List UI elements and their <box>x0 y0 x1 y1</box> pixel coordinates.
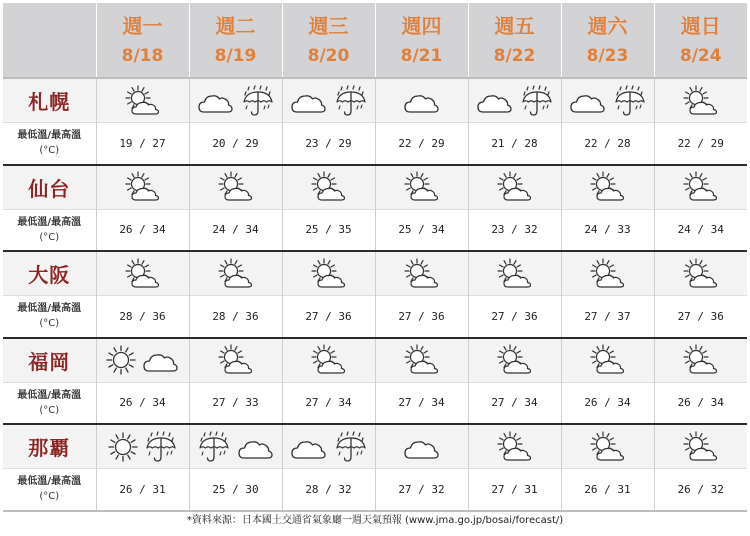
day-date: 8/19 <box>214 46 257 66</box>
weather-cell <box>189 165 282 210</box>
temperature-cell: 27 / 36 <box>654 296 747 338</box>
city-name: 札幌 <box>3 78 96 123</box>
partly-cloudy-icon <box>309 171 349 203</box>
partly-cloudy-icon <box>681 85 721 117</box>
day-header-row <box>3 3 747 78</box>
day-name: 週一 <box>122 14 163 38</box>
day-name: 週五 <box>494 14 535 38</box>
sun-icon <box>105 344 137 376</box>
weather-cell <box>189 338 282 383</box>
weather-cell <box>189 251 282 296</box>
weather-cell <box>654 251 747 296</box>
umbrella-icon <box>196 430 232 464</box>
temperature-unit: (°C) <box>39 404 60 416</box>
temperature-label <box>3 209 96 251</box>
cloud-icon <box>141 344 181 376</box>
temperature-label <box>3 296 96 338</box>
umbrella-icon <box>612 84 648 118</box>
temperature-cell: 28 / 36 <box>189 296 282 338</box>
temperature-label <box>3 469 96 511</box>
temperature-unit: (°C) <box>39 491 60 503</box>
cloud-icon <box>475 85 515 117</box>
cloud-icon <box>402 85 442 117</box>
temperature-row <box>3 469 747 511</box>
day-header <box>654 3 747 78</box>
weather-row <box>3 338 747 383</box>
weather-cell <box>654 78 747 123</box>
temperature-unit: (°C) <box>39 145 60 157</box>
umbrella-icon <box>143 430 179 464</box>
umbrella-icon <box>240 84 276 118</box>
temperature-cell: 27 / 34 <box>468 382 561 424</box>
partly-cloudy-icon <box>681 344 721 376</box>
weather-cell <box>561 78 654 123</box>
weather-cell <box>375 251 468 296</box>
day-header <box>282 3 375 78</box>
day-header <box>375 3 468 78</box>
temperature-cell: 25 / 34 <box>375 209 468 251</box>
day-name: 週六 <box>587 14 628 38</box>
day-name: 週二 <box>215 14 256 38</box>
partly-cloudy-icon <box>309 258 349 290</box>
temperature-label <box>3 382 96 424</box>
temperature-cell: 26 / 34 <box>654 382 747 424</box>
temperature-cell: 27 / 36 <box>282 296 375 338</box>
day-name: 週日 <box>680 14 721 38</box>
weather-row <box>3 78 747 123</box>
temperature-row <box>3 123 747 165</box>
partly-cloudy-icon <box>216 258 256 290</box>
weather-cell <box>561 165 654 210</box>
temperature-cell: 27 / 32 <box>375 469 468 511</box>
day-date: 8/22 <box>493 46 536 66</box>
partly-cloudy-icon <box>216 344 256 376</box>
partly-cloudy-icon <box>588 258 628 290</box>
temperature-row <box>3 209 747 251</box>
day-name: 週四 <box>401 14 442 38</box>
temperature-cell: 26 / 34 <box>561 382 654 424</box>
temperature-cell: 27 / 31 <box>468 469 561 511</box>
temperature-cell: 27 / 37 <box>561 296 654 338</box>
weather-cell <box>96 165 189 210</box>
day-date: 8/21 <box>400 46 443 66</box>
weather-cell <box>654 424 747 469</box>
temperature-cell: 19 / 27 <box>96 123 189 165</box>
temperature-cell: 21 / 28 <box>468 123 561 165</box>
partly-cloudy-icon <box>123 258 163 290</box>
partly-cloudy-icon <box>495 171 535 203</box>
umbrella-icon <box>519 84 555 118</box>
temperature-cell: 22 / 29 <box>375 123 468 165</box>
cloud-icon <box>289 85 329 117</box>
weather-cell <box>375 165 468 210</box>
weather-cell <box>654 338 747 383</box>
sun-icon <box>107 431 139 463</box>
cloud-icon <box>568 85 608 117</box>
source-footnote: *資料來源：日本國土交通省氣象廳一週天氣預報 (www.jma.go.jp/bosai/forecast/) <box>186 515 564 526</box>
weather-cell <box>282 78 375 123</box>
partly-cloudy-icon <box>681 258 721 290</box>
temperature-unit: (°C) <box>39 318 60 330</box>
weather-cell <box>282 165 375 210</box>
weather-cell <box>375 338 468 383</box>
partly-cloudy-icon <box>123 171 163 203</box>
weather-cell <box>468 251 561 296</box>
temperature-cell: 25 / 30 <box>189 469 282 511</box>
day-header <box>189 3 282 78</box>
temperature-cell: 27 / 36 <box>375 296 468 338</box>
weather-cell <box>282 424 375 469</box>
weekly-forecast-table <box>3 3 747 512</box>
temperature-unit: (°C) <box>39 231 60 243</box>
partly-cloudy-icon <box>402 258 442 290</box>
day-header <box>561 3 654 78</box>
temperature-cell: 26 / 31 <box>561 469 654 511</box>
weather-cell <box>96 338 189 383</box>
partly-cloudy-icon <box>681 431 721 463</box>
weather-cell <box>468 78 561 123</box>
temperature-label <box>3 123 96 165</box>
temperature-cell: 22 / 28 <box>561 123 654 165</box>
cloud-icon <box>196 85 236 117</box>
temperature-cell: 27 / 36 <box>468 296 561 338</box>
partly-cloudy-icon <box>123 85 163 117</box>
temperature-label-text: 最低溫/最高溫 <box>17 303 82 315</box>
partly-cloudy-icon <box>402 344 442 376</box>
weather-cell <box>96 251 189 296</box>
partly-cloudy-icon <box>216 171 256 203</box>
cloud-icon <box>236 431 276 463</box>
partly-cloudy-icon <box>495 431 535 463</box>
weather-cell <box>561 251 654 296</box>
weather-cell <box>654 165 747 210</box>
temperature-cell: 27 / 33 <box>189 382 282 424</box>
weather-cell <box>282 251 375 296</box>
temperature-cell: 26 / 34 <box>96 209 189 251</box>
temperature-cell: 24 / 34 <box>189 209 282 251</box>
day-date: 8/24 <box>679 46 722 66</box>
temperature-cell: 28 / 36 <box>96 296 189 338</box>
temperature-label-text: 最低溫/最高溫 <box>17 216 82 228</box>
temperature-cell: 26 / 31 <box>96 469 189 511</box>
weather-cell <box>96 78 189 123</box>
weather-cell <box>561 338 654 383</box>
temperature-label-text: 最低溫/最高溫 <box>17 476 82 488</box>
umbrella-icon <box>333 430 369 464</box>
umbrella-icon <box>333 84 369 118</box>
partly-cloudy-icon <box>681 171 721 203</box>
temperature-label-text: 最低溫/最高溫 <box>17 389 82 401</box>
partly-cloudy-icon <box>495 344 535 376</box>
city-name: 福岡 <box>3 338 96 383</box>
weather-cell <box>375 78 468 123</box>
city-name: 大阪 <box>3 251 96 296</box>
cloud-icon <box>402 431 442 463</box>
weather-cell <box>468 338 561 383</box>
day-date: 8/18 <box>121 46 164 66</box>
partly-cloudy-icon <box>495 258 535 290</box>
forecast-table-wrapper <box>3 3 747 512</box>
temperature-cell: 27 / 34 <box>375 382 468 424</box>
day-header <box>468 3 561 78</box>
temperature-cell: 24 / 34 <box>654 209 747 251</box>
day-header <box>96 3 189 78</box>
weather-cell <box>468 165 561 210</box>
header-corner <box>3 3 96 78</box>
temperature-cell: 24 / 33 <box>561 209 654 251</box>
weather-cell <box>282 338 375 383</box>
temperature-cell: 26 / 32 <box>654 469 747 511</box>
weather-row <box>3 424 747 469</box>
temperature-cell: 28 / 32 <box>282 469 375 511</box>
weather-cell <box>189 78 282 123</box>
cloud-icon <box>289 431 329 463</box>
day-date: 8/23 <box>586 46 629 66</box>
partly-cloudy-icon <box>588 344 628 376</box>
day-name: 週三 <box>308 14 349 38</box>
temperature-cell: 23 / 29 <box>282 123 375 165</box>
partly-cloudy-icon <box>309 344 349 376</box>
temperature-cell: 25 / 35 <box>282 209 375 251</box>
day-date: 8/20 <box>307 46 350 66</box>
weather-row <box>3 251 747 296</box>
weather-cell <box>561 424 654 469</box>
temperature-cell: 20 / 29 <box>189 123 282 165</box>
temperature-label-text: 最低溫/最高溫 <box>17 130 82 142</box>
partly-cloudy-icon <box>402 171 442 203</box>
weather-row <box>3 165 747 210</box>
temperature-cell: 27 / 34 <box>282 382 375 424</box>
city-name: 那覇 <box>3 424 96 469</box>
weather-cell <box>189 424 282 469</box>
temperature-cell: 22 / 29 <box>654 123 747 165</box>
weather-cell <box>96 424 189 469</box>
weather-cell <box>468 424 561 469</box>
partly-cloudy-icon <box>588 171 628 203</box>
temperature-cell: 26 / 34 <box>96 382 189 424</box>
temperature-row <box>3 382 747 424</box>
city-name: 仙台 <box>3 165 96 210</box>
partly-cloudy-icon <box>588 431 628 463</box>
temperature-row <box>3 296 747 338</box>
weather-cell <box>375 424 468 469</box>
temperature-cell: 23 / 32 <box>468 209 561 251</box>
